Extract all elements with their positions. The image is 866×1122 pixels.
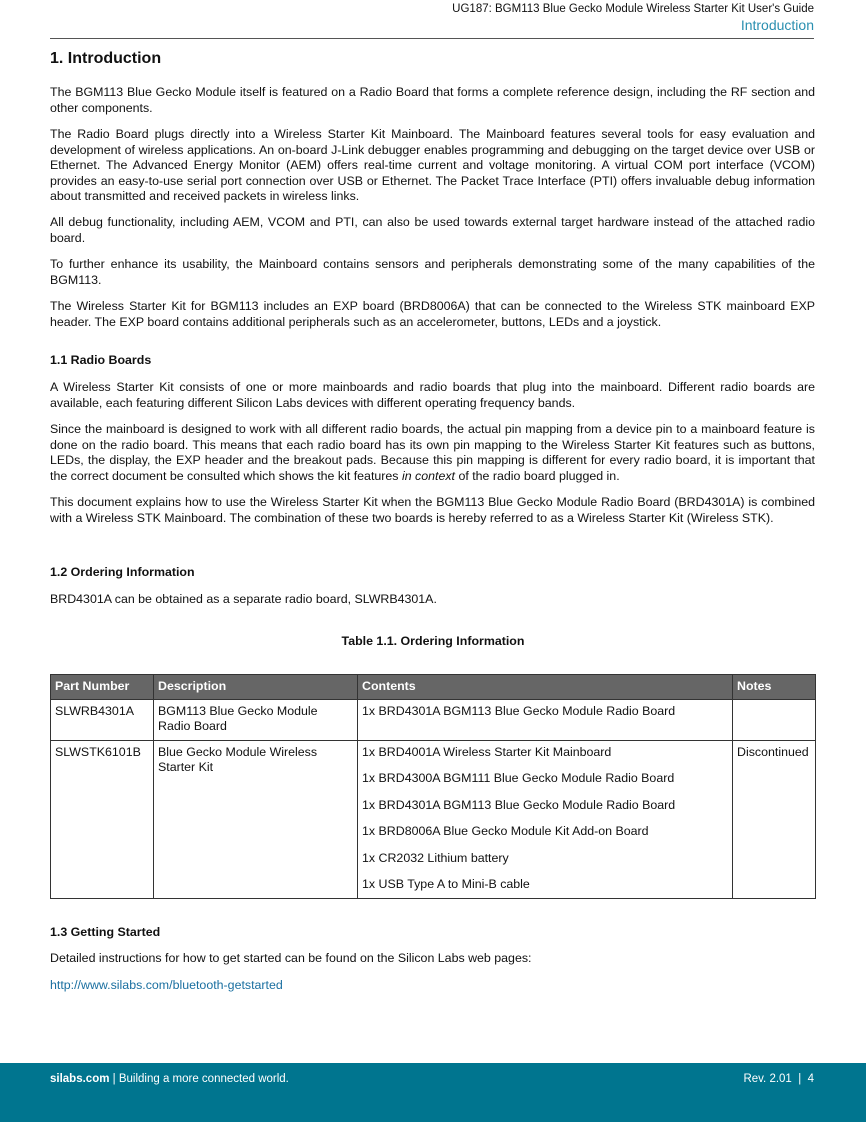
paragraph xyxy=(50,422,815,484)
cell-desc: Blue Gecko Module Wireless Starter Kit xyxy=(154,740,358,898)
heading-getting-started: 1.3 Getting Started xyxy=(50,925,161,939)
paragraph: BRD4301A can be obtained as a separate radio board, SLWRB4301A. xyxy=(50,592,437,606)
col-header: Description xyxy=(154,675,358,700)
cell-notes: Discontinued xyxy=(733,740,816,898)
table-header-row xyxy=(51,675,816,700)
table-row xyxy=(51,699,816,740)
paragraph: The BGM113 Blue Gecko Module itself is featured on a Radio Board that forms a complete reference design, including the RF section and other components. xyxy=(50,85,815,115)
cell-desc: BGM113 Blue Gecko Module Radio Board xyxy=(154,699,358,740)
paragraph: This document explains how to use the Wireless Starter Kit when the BGM113 Blue Gecko Module Radio Board (BRD4301A) is combined with a Wireless STK Mainboard. The combination of these two boards is hereby referred to as a Wireless Starter Kit (Wireless STK). xyxy=(50,495,815,525)
footer-left xyxy=(50,1073,289,1085)
paragraph: The Radio Board plugs directly into a Wireless Starter Kit Mainboard. The Mainboard features several tools for easy evaluation and development of wireless applications. An on-board J-Link debugger enables programming and debugging on the target device over USB or Ethernet. The Advanced Energy Monitor (AEM) offers real-time current and voltage monitoring. A virtual COM port interface (VCOM) provides an easy-to-use serial port connection over USB or Ethernet. The Packet Trace Interface (PTI) offers invaluable debug information about transmitted and received packets in wireless links. xyxy=(50,127,815,203)
cell-contents xyxy=(358,740,733,898)
text: Since the mainboard is designed to work with all different radio boards, the actual pin mapping from a device pin to a mainboard feature is done on the radio board. This means that each radio board has its own pin mapping to the Wireless Starter Kit features such as buttons, LEDs, the display, the EXP header and the breakout pads. Because this pin mapping is different for every radio board, it is important that the correct document be consulted which shows the kit features xyxy=(50,422,815,483)
col-header: Contents xyxy=(358,675,733,700)
cell-contents xyxy=(358,699,733,740)
doc-title: UG187: BGM113 Blue Gecko Module Wireless Starter Kit User's Guide xyxy=(452,3,814,15)
paragraph: To further enhance its usability, the Mainboard contains sensors and peripherals demonstrating some of the many capabilities of the BGM113. xyxy=(50,257,815,287)
footer-rev-page: Rev. 2.01 | 4 xyxy=(743,1073,814,1085)
content-line: 1x BRD4300A BGM111 Blue Gecko Module Radio Board xyxy=(362,771,675,785)
content-line: 1x CR2032 Lithium battery xyxy=(362,850,509,865)
content-line: 1x BRD4001A Wireless Starter Kit Mainboard xyxy=(362,744,612,759)
paragraph: The Wireless Starter Kit for BGM113 includes an EXP board (BRD8006A) that can be connected to the Wireless STK mainboard EXP header. The EXP board contains additional peripherals such as an accelerometer, buttons, LEDs and a joystick. xyxy=(50,299,815,329)
cell-notes xyxy=(733,699,816,740)
footer xyxy=(0,1063,866,1122)
col-header: Notes xyxy=(733,675,816,700)
heading-introduction: 1. Introduction xyxy=(50,50,162,67)
text: of the radio board plugged in. xyxy=(455,468,620,483)
paragraph: All debug functionality, including AEM, VCOM and PTI, can also be used towards external target hardware instead of the attached radio board. xyxy=(50,215,815,245)
table-row xyxy=(51,740,816,898)
heading-radio-boards: 1.1 Radio Boards xyxy=(50,353,152,367)
cell-part: SLWRB4301A xyxy=(51,699,154,740)
text-emphasis: in context xyxy=(401,468,455,483)
content-line: 1x BRD8006A Blue Gecko Module Kit Add-on Board xyxy=(362,824,649,838)
cell-part: SLWSTK6101B xyxy=(51,740,154,898)
footer-site: silabs.com xyxy=(50,1073,110,1085)
col-header: Part Number xyxy=(51,675,154,700)
getstarted-link[interactable]: http://www.silabs.com/bluetooth-getstarted xyxy=(50,978,283,992)
footer-tagline: | Building a more connected world. xyxy=(109,1073,289,1085)
paragraph: A Wireless Starter Kit consists of one or more mainboards and radio boards that plug into the mainboard. Different radio boards are available, each featuring different Silicon Labs devices with different operating frequency bands. xyxy=(50,380,815,410)
ordering-table xyxy=(50,674,816,899)
paragraph: Detailed instructions for how to get started can be found on the Silicon Labs web pages: xyxy=(50,951,532,965)
table-caption: Table 1.1. Ordering Information xyxy=(341,634,525,648)
content-line: 1x USB Type A to Mini-B cable xyxy=(362,877,530,891)
paragraph xyxy=(50,978,815,994)
heading-ordering-info: 1.2 Ordering Information xyxy=(50,565,195,579)
content-line: 1x BRD4301A BGM113 Blue Gecko Module Radio Board xyxy=(362,703,676,718)
section-title: Introduction xyxy=(740,17,814,33)
header-divider xyxy=(50,38,814,39)
content-line: 1x BRD4301A BGM113 Blue Gecko Module Radio Board xyxy=(362,797,676,812)
